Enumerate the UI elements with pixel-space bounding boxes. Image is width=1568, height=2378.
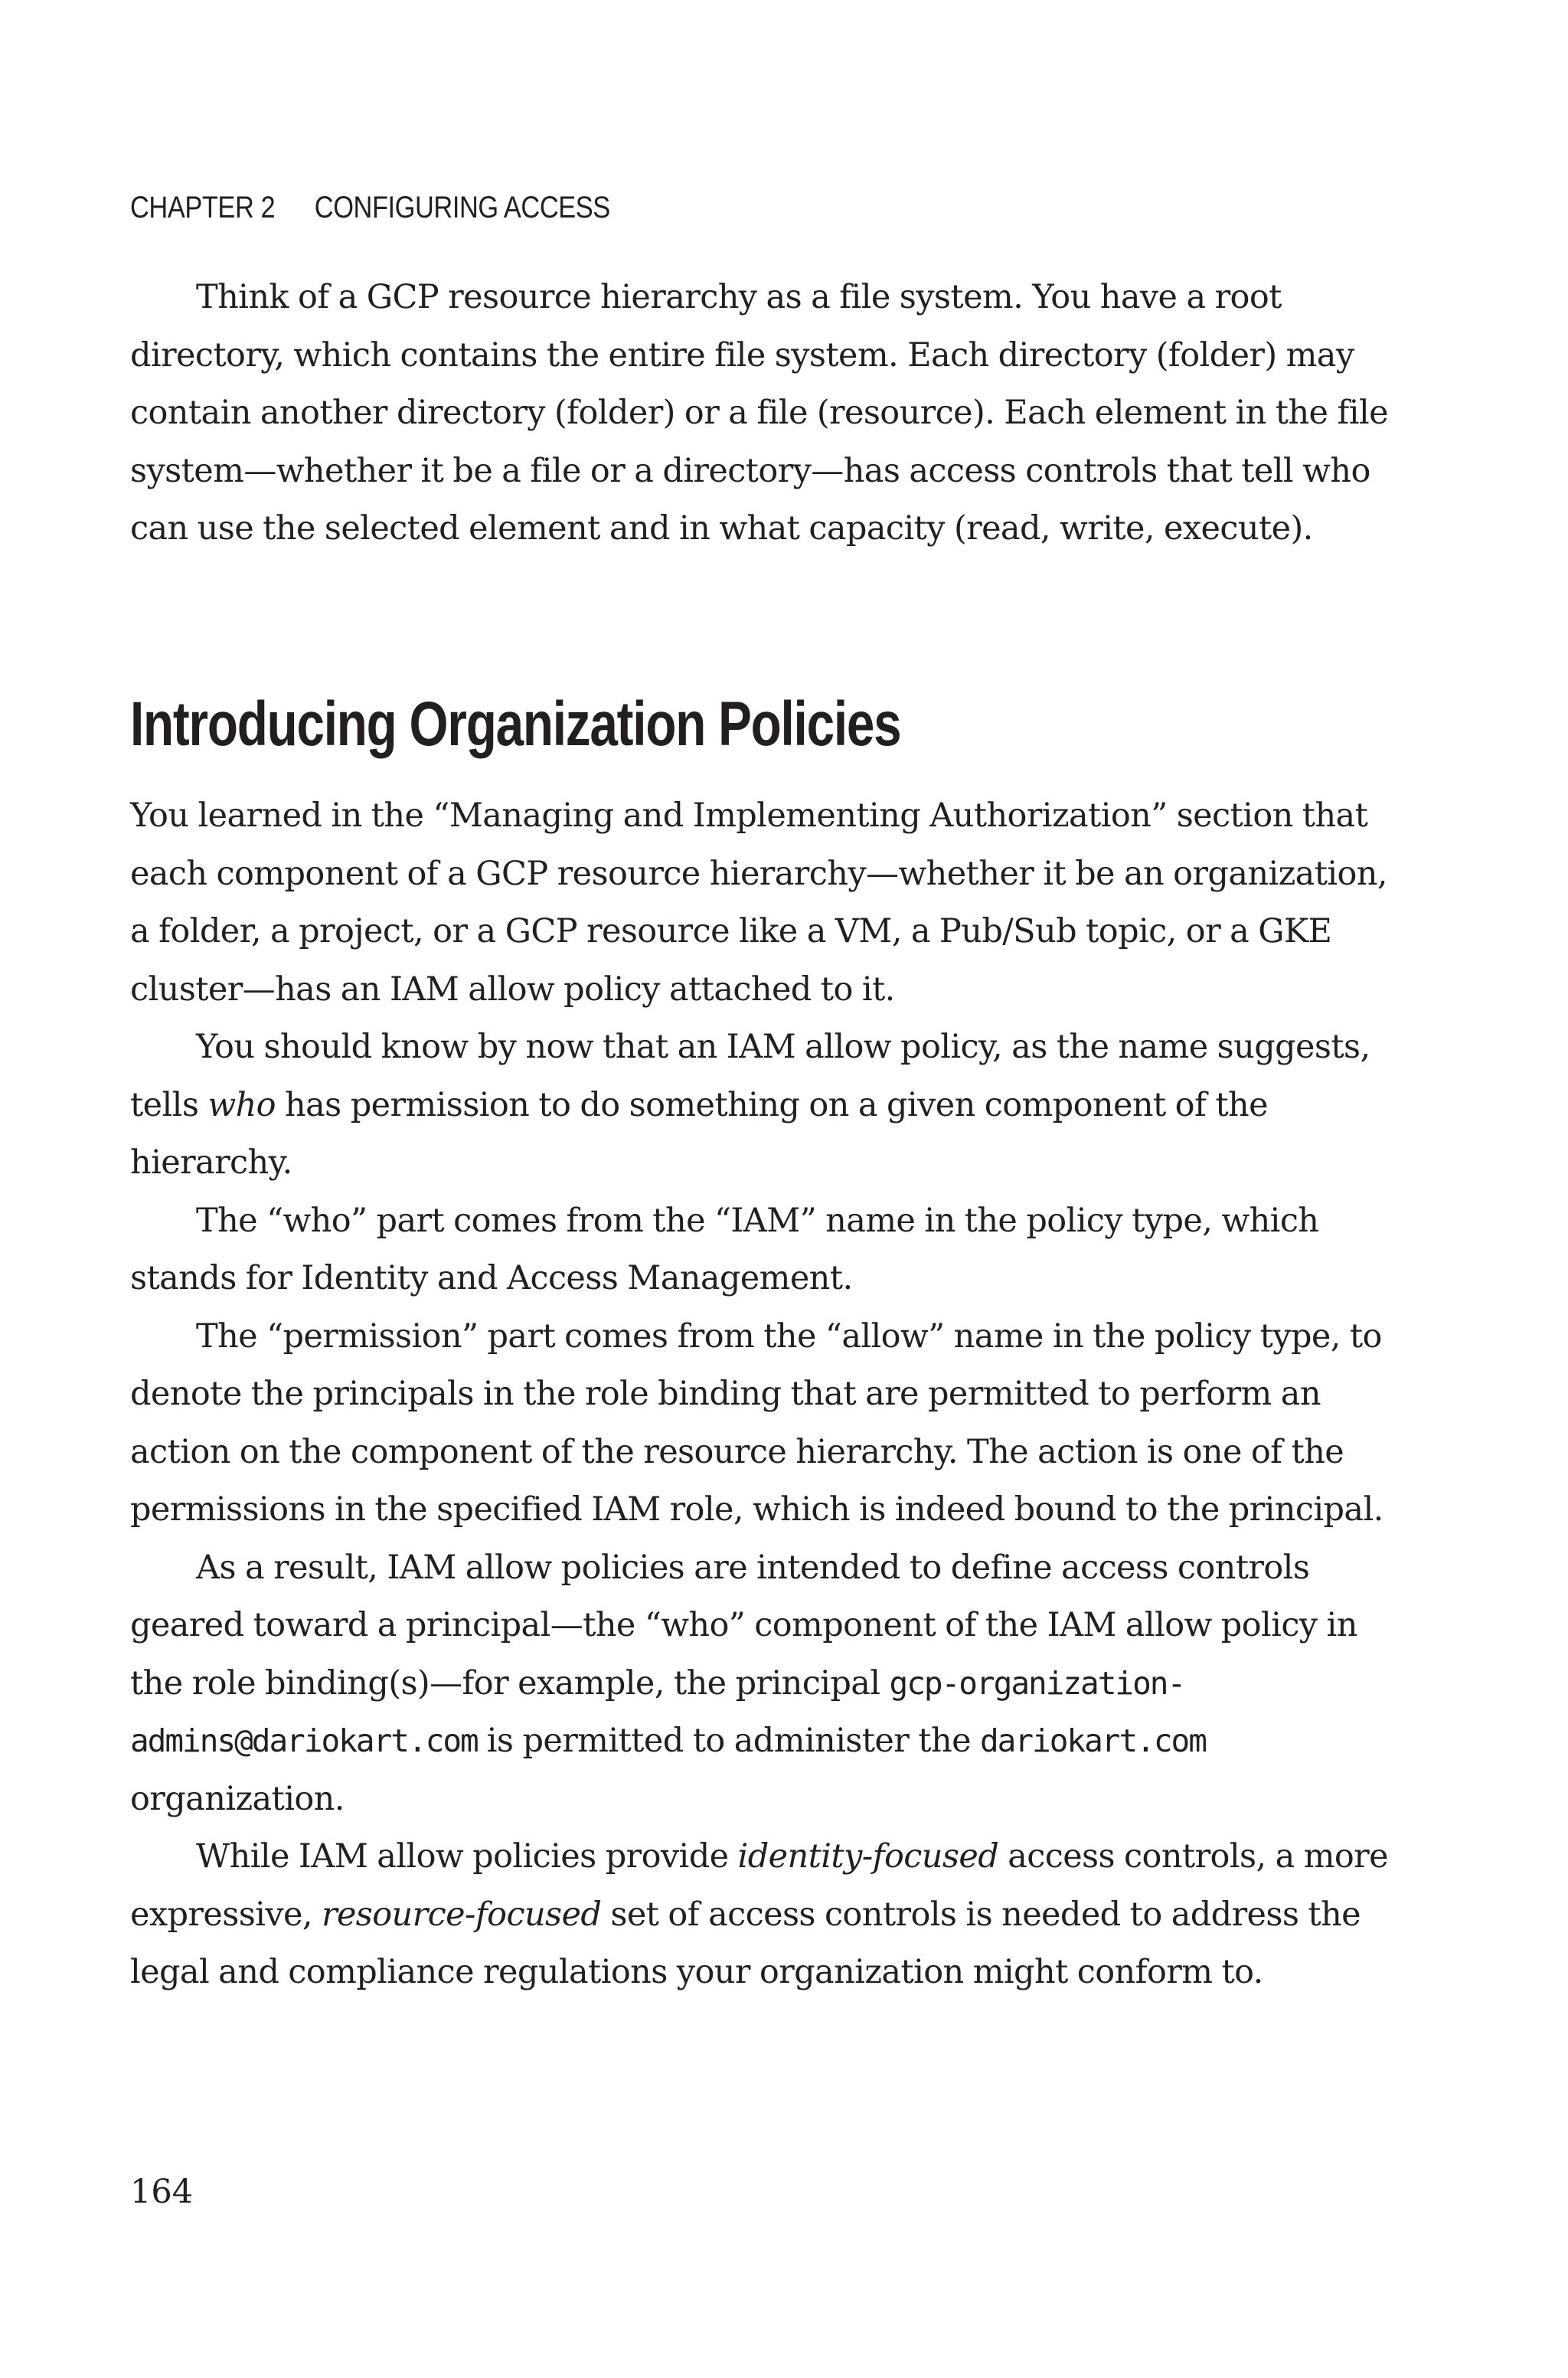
organization-code: dariokart.com xyxy=(979,1722,1206,1759)
paragraph-5-text-c: organization. xyxy=(130,1779,345,1818)
section-body xyxy=(130,787,1393,2002)
paragraph-6-text-c: set of access controls is needed to address the legal and compliance regulations your organization might conform to. xyxy=(130,1895,1361,1991)
running-head xyxy=(130,188,610,227)
paragraph-6-text-a: While IAM allow policies provide xyxy=(196,1837,738,1876)
paragraph-6-text-b: access controls, a more expressive, xyxy=(130,1837,1388,1934)
running-head-chapter: CHAPTER 2 xyxy=(130,191,276,224)
paragraph-3: The “who” part comes from the “IAM” name in the policy type, which stands for Identity and Access Management. xyxy=(130,1201,1319,1297)
paragraph-2-text-b: has permission to do something on a given component of the hierarchy. xyxy=(130,1085,1268,1182)
paragraph-2-text-a: You should know by now that an IAM allow policy, as the name suggests, tells xyxy=(130,1028,1370,1124)
paragraph-5 xyxy=(130,1539,1393,1829)
principal-code-part-1: gcp-organization- xyxy=(889,1664,1185,1702)
paragraph-2-emphasis: who xyxy=(207,1085,276,1124)
section-heading: Introducing Organization Policies xyxy=(130,689,901,759)
intro-text-block xyxy=(130,269,1393,558)
paragraph-1: You learned in the “Managing and Implementing Authorization” section that each component of a GCP resource hierarchy—whether it be an organization, a folder, a project, or a GCP resource like a VM, a Pub/Sub topic, or a GKE cluster—has an IAM allow policy attached to it. xyxy=(130,796,1387,1009)
page-number: 164 xyxy=(130,2173,194,2211)
paragraph-5-text-a: As a result, IAM allow policies are intended to define access controls geared toward a principal—the “who” component of the IAM allow policy in the role binding(s)—for example, the principal xyxy=(130,1548,1357,1703)
paragraph-6-emphasis-1: identity-focused xyxy=(737,1837,999,1876)
intro-paragraph: Think of a GCP resource hierarchy as a file system. You have a root directory, which contains the entire file system. Each directory (folder) may contain another directory (folder) or a file (resource). Each element in the file system—whether it be a file or a directory—has access controls that tell who can use the selected element and in what capacity (read, write, execute). xyxy=(130,278,1388,548)
running-head-title: CONFIGURING ACCESS xyxy=(314,191,610,224)
paragraph-6-emphasis-2: resource-focused xyxy=(322,1895,602,1934)
paragraph-6 xyxy=(130,1828,1393,2002)
paragraph-4: The “permission” part comes from the “allow” name in the policy type, to denote the principals in the role binding that are permitted to perform an action on the component of the resource hierarchy. The action is one of the permissions in the specified IAM role, which is indeed bound to the principal. xyxy=(130,1317,1383,1529)
paragraph-5-text-b: is permitted to administer the xyxy=(477,1722,980,1760)
principal-code-part-2: admins@dariokart.com xyxy=(130,1722,478,1759)
paragraph-2 xyxy=(130,1019,1393,1192)
